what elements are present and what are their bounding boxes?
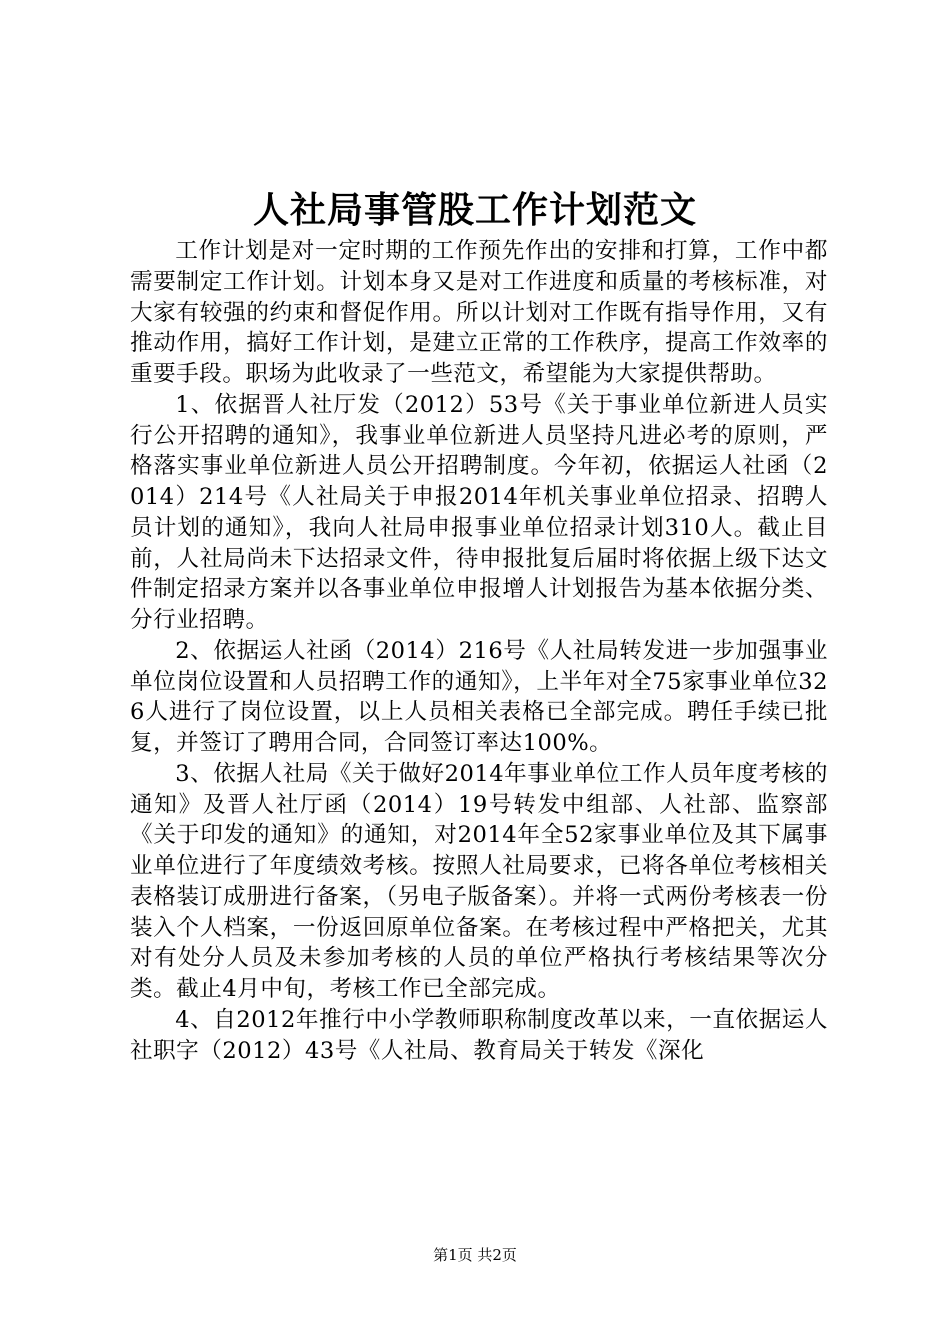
paragraph-2: 2、依据运人社函（2014）216号《人社局转发进一步加强事业单位岗位设置和人员招聘工作的通知》，上半年对全75家事业单位326人进行了岗位设置，以上人员相关表格已全部完成。聘任手续已批复，并签订了聘用合同，合同签订率达100%。	[130, 637, 828, 756]
paragraph-1: 1、依据晋人社厅发（2012）53号《关于事业单位新进人员实行公开招聘的通知》，我事业单位新进人员坚持凡进必考的原则，严格落实事业单位新进人员公开招聘制度。今年初，依据运人社函（2014）214号《人社局关于申报2014年机关事业单位招录、招聘人员计划的通知》，我向人社局申报事业单位招录计划310人。截止目前，人社局尚未下达招录文件，待申报批复后届时将依据上级下达文件制定招录方案并以各事业单位申报增人计划报告为基本依据分类、分行业招聘。	[130, 391, 828, 633]
intro-paragraph: 工作计划是对一定时期的工作预先作出的安排和打算，工作中都需要制定工作计划。计划本身又是对工作进度和质量的考核标准，对大家有较强的约束和督促作用。所以计划对工作既有指导作用，又有推动作用，搞好工作计划，是建立正常的工作秩序，提高工作效率的重要手段。职场为此收录了一些范文，希望能为大家提供帮助。	[130, 238, 828, 387]
paragraph-4: 4、自2012年推行中小学教师职称制度改革以来，一直依据运人社职字（2012）43号《人社局、教育局关于转发《深化	[130, 1006, 828, 1064]
page-number-footer: 第1页 共2页	[433, 1246, 517, 1264]
document-title: 人社局事管股工作计划范文	[252, 189, 697, 231]
paragraph-3: 3、依据人社局《关于做好2014年事业单位工作人员年度考核的通知》及晋人社厅函（2014）19号转发中组部、人社部、监察部《关于印发的通知》的通知，对2014年全52家事业单位及其下属事业单位进行了年度绩效考核。按照人社局要求，已将各单位考核相关表格装订成册进行备案，（另电子版备案）。并将一式两份考核表一份装入个人档案，一份返回原单位备案。在考核过程中严格把关，尤其对有处分人员及未参加考核的人员的单位严格执行考核结果等次分类。截止4月中旬，考核工作已全部完成。	[130, 760, 828, 1002]
document-body	[130, 236, 828, 1066]
